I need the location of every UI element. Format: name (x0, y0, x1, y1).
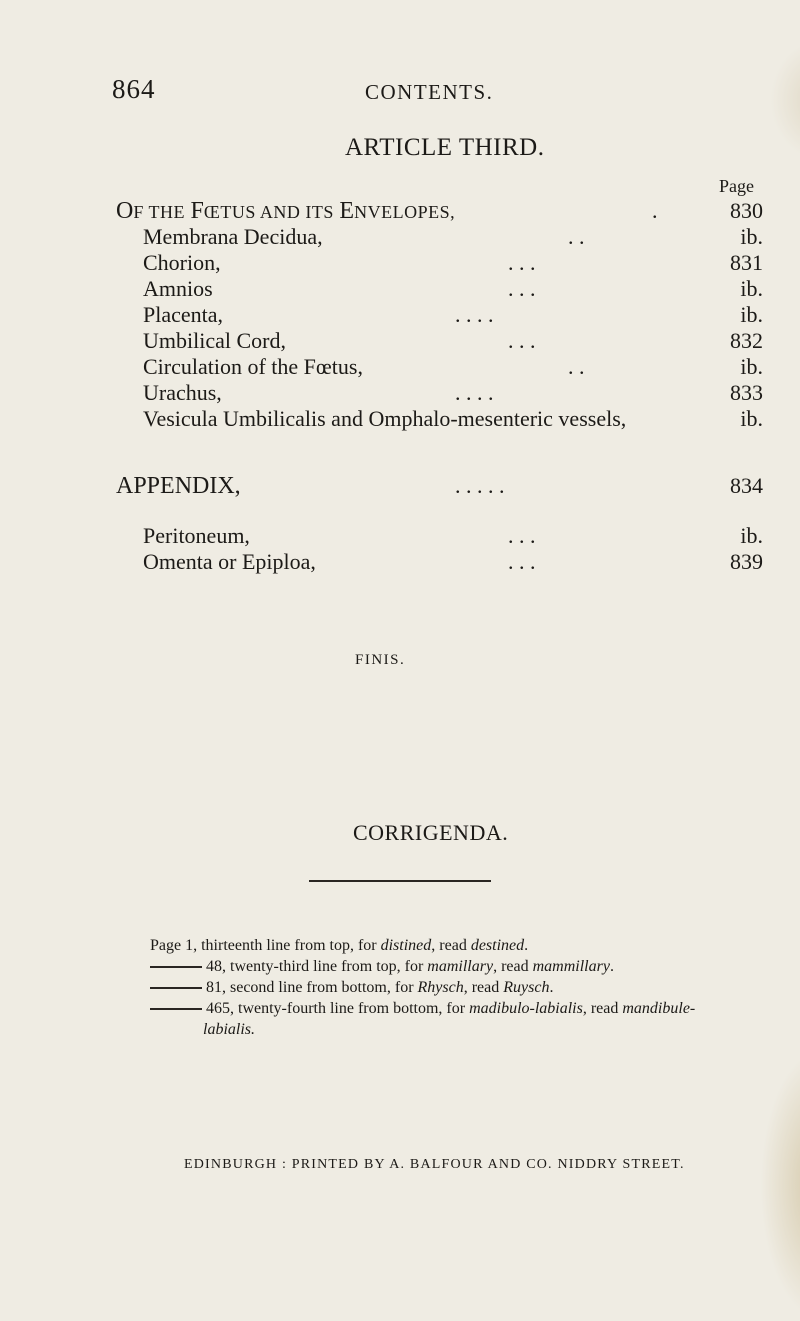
ditto-dash (150, 1008, 202, 1010)
leader-dots: . . . . (455, 302, 494, 327)
page-column-label: Page (719, 176, 754, 196)
finis-label: FINIS. (355, 652, 406, 668)
ditto-dash (150, 966, 202, 968)
corrigendum-continuation: labialis. (203, 1021, 256, 1038)
edge-stain (770, 40, 800, 160)
page-ref: ib. (740, 276, 763, 301)
ditto-dash (150, 987, 202, 989)
leader-dots: . . . (508, 276, 536, 301)
page-number: 864 (112, 74, 156, 104)
leader-dots: . . . (508, 250, 536, 275)
printer-imprint: EDINBURGH : PRINTED BY A. BALFOUR AND CO. NIDDRY STREET. (184, 1157, 685, 1172)
page-ref: 833 (730, 380, 763, 405)
leader-dots: . (652, 198, 658, 223)
leader-dots: . . . . (455, 380, 494, 405)
entry-label: Membrana Decidua, (143, 224, 323, 249)
entry-label: Umbilical Cord, (143, 328, 286, 353)
page-ref: 839 (730, 549, 763, 574)
entry-label: Chorion, (143, 250, 221, 275)
page-ref: ib. (740, 354, 763, 379)
corrigendum-line: 81, second line from bottom, for Rhysch, read Ruysch. (150, 979, 553, 997)
page-ref: 830 (730, 198, 763, 223)
entry-label: Peritoneum, (143, 523, 250, 548)
page-ref: 831 (730, 250, 763, 275)
page-ref: ib. (740, 523, 763, 548)
leader-dots: . . (568, 354, 585, 379)
entry-label: Amnios (143, 276, 213, 301)
entry-label: Circulation of the Fœtus, (143, 354, 363, 379)
page-ref: 834 (730, 473, 763, 498)
page-ref: ib. (740, 224, 763, 249)
leader-dots: . . (568, 224, 585, 249)
section-heading: OF THE FŒTUS AND ITS ENVELOPES, (116, 198, 456, 224)
corrigendum-line: 48, twenty-third line from top, for mamillary, read mammillary. (150, 958, 614, 976)
edge-stain (760, 1050, 800, 1320)
corrigendum-line: 465, twenty-fourth line from bottom, for madibulo-labialis, read mandibule- (150, 1000, 695, 1018)
leader-dots: . . . (508, 549, 536, 574)
corrigenda-title: CORRIGENDA. (353, 820, 509, 845)
entry-label: Vesicula Umbilicalis and Omphalo-mesenteric vessels, (143, 406, 627, 431)
appendix-title: APPENDIX, (116, 473, 241, 499)
corrigendum-line: Page 1, thirteenth line from top, for distined, read destined. (150, 937, 529, 954)
page-ref: 832 (730, 328, 763, 353)
running-head: CONTENTS. (365, 80, 494, 104)
divider-rule (309, 880, 491, 882)
leader-dots: . . . (508, 328, 536, 353)
entry-label: Urachus, (143, 380, 222, 405)
entry-label: Placenta, (143, 302, 224, 327)
page-ref: ib. (740, 406, 763, 431)
article-title: ARTICLE THIRD. (345, 134, 545, 161)
entry-label: Omenta or Epiploa, (143, 549, 316, 574)
leader-dots: . . . . . (455, 473, 505, 498)
page-ref: ib. (740, 302, 763, 327)
leader-dots: . . . (508, 523, 536, 548)
